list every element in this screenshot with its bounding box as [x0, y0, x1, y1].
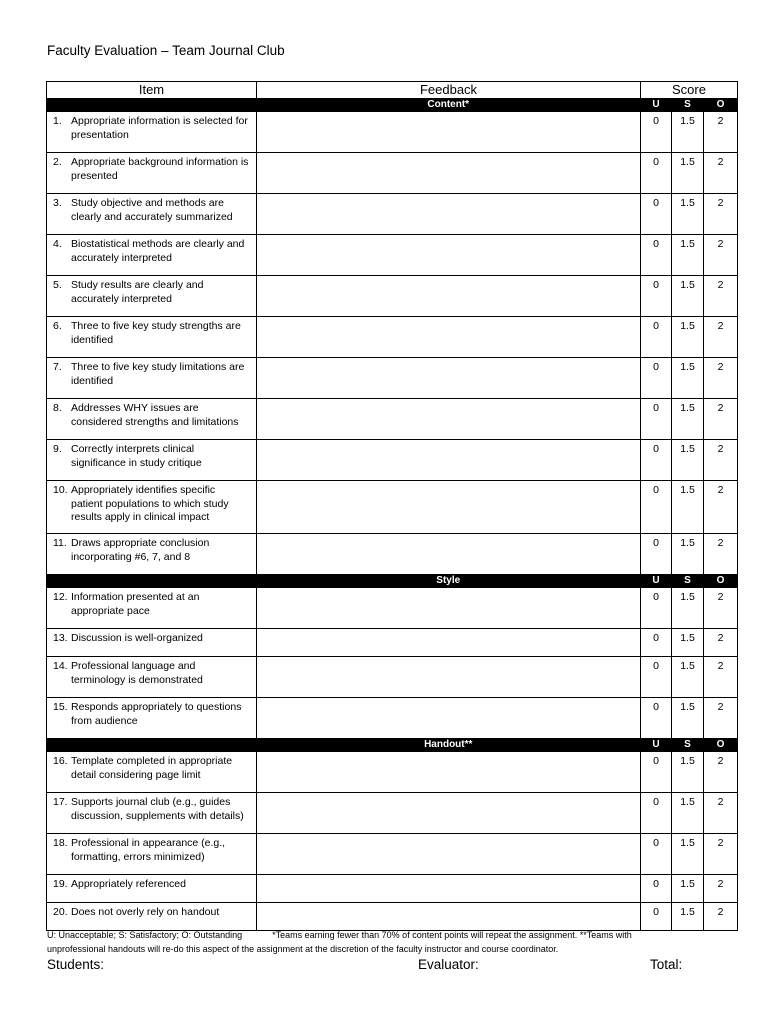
score-legend: U: Unacceptable; S: Satisfactory; O: Outstanding: [47, 930, 243, 940]
score-label-o: O: [704, 99, 738, 112]
section-header-row: [47, 575, 738, 588]
score-cell-u[interactable]: 0: [641, 112, 672, 153]
item-number: 8.: [53, 402, 62, 414]
score-cell-o[interactable]: 2: [704, 698, 738, 739]
score-cell-o[interactable]: 2: [704, 752, 738, 793]
item-number: 12.: [53, 591, 68, 603]
item-cell: [47, 194, 257, 235]
score-cell-s[interactable]: 1.5: [672, 698, 704, 739]
score-cell-u[interactable]: 0: [641, 629, 672, 657]
section-title: Content*: [257, 99, 641, 112]
section-header-row: [47, 99, 738, 112]
item-cell: [47, 358, 257, 399]
column-header-score: Score: [641, 82, 738, 99]
score-label-u: U: [641, 575, 672, 588]
score-cell-o[interactable]: 2: [704, 834, 738, 875]
item-cell: [47, 534, 257, 575]
item-number: 1.: [53, 115, 62, 127]
score-cell-u[interactable]: 0: [641, 834, 672, 875]
item-cell: [47, 276, 257, 317]
score-cell-o[interactable]: 2: [704, 481, 738, 534]
footnote: [47, 928, 687, 956]
feedback-cell[interactable]: [257, 153, 641, 194]
table-row: [47, 276, 738, 317]
item-cell: [47, 440, 257, 481]
item-cell: [47, 588, 257, 629]
item-cell: [47, 834, 257, 875]
item-text: Appropriately referenced: [71, 878, 186, 890]
item-cell: [47, 235, 257, 276]
section-header-row: [47, 739, 738, 752]
table-row: [47, 399, 738, 440]
score-cell-o[interactable]: 2: [704, 875, 738, 903]
item-cell: [47, 698, 257, 739]
students-label: Students:: [47, 957, 105, 972]
item-number: 11.: [53, 537, 67, 549]
item-cell: [47, 317, 257, 358]
item-cell: [47, 112, 257, 153]
item-number: 17.: [53, 796, 68, 808]
column-header-item: Item: [47, 82, 257, 99]
table-row: [47, 194, 738, 235]
item-cell: [47, 657, 257, 698]
item-cell: [47, 399, 257, 440]
score-cell-s[interactable]: 1.5: [672, 235, 704, 276]
item-text: Responds appropriately to questions from audience: [71, 701, 242, 727]
score-cell-s[interactable]: 1.5: [672, 588, 704, 629]
item-number: 3.: [53, 197, 62, 209]
item-number: 10.: [53, 484, 68, 496]
score-cell-s[interactable]: 1.5: [672, 481, 704, 534]
feedback-cell[interactable]: [257, 657, 641, 698]
score-cell-s[interactable]: 1.5: [672, 629, 704, 657]
evaluator-label: Evaluator:: [418, 957, 479, 972]
score-cell-u[interactable]: 0: [641, 698, 672, 739]
item-text: Biostatistical methods are clearly and accurately interpreted: [71, 238, 245, 264]
score-cell-o[interactable]: 2: [704, 399, 738, 440]
feedback-cell[interactable]: [257, 112, 641, 153]
score-label-s: S: [672, 739, 704, 752]
feedback-cell[interactable]: [257, 588, 641, 629]
item-number: 2.: [53, 156, 62, 168]
table-row: [47, 358, 738, 399]
item-cell: [47, 752, 257, 793]
item-number: 18.: [53, 837, 68, 849]
table-row: [47, 875, 738, 903]
score-cell-o[interactable]: 2: [704, 903, 738, 931]
score-cell-u[interactable]: 0: [641, 588, 672, 629]
feedback-cell[interactable]: [257, 752, 641, 793]
score-cell-o[interactable]: 2: [704, 358, 738, 399]
item-cell: [47, 153, 257, 194]
column-header-feedback: Feedback: [257, 82, 641, 99]
page-title: Faculty Evaluation – Team Journal Club: [47, 43, 285, 58]
score-label-s: S: [672, 99, 704, 112]
score-cell-s[interactable]: 1.5: [672, 834, 704, 875]
score-label-u: U: [641, 99, 672, 112]
item-text: Study objective and methods are clearly and accurately summarized: [71, 197, 233, 223]
feedback-cell[interactable]: [257, 358, 641, 399]
item-text: Three to five key study strengths are identified: [71, 320, 241, 346]
score-cell-o[interactable]: 2: [704, 112, 738, 153]
item-text: Professional in appearance (e.g., formatting, errors minimized): [71, 837, 226, 863]
score-cell-u[interactable]: 0: [641, 752, 672, 793]
feedback-cell[interactable]: [257, 793, 641, 834]
item-cell: [47, 875, 257, 903]
score-cell-o[interactable]: 2: [704, 194, 738, 235]
item-number: 4.: [53, 238, 62, 250]
item-number: 14.: [53, 660, 68, 672]
score-label-u: U: [641, 739, 672, 752]
score-cell-u[interactable]: 0: [641, 358, 672, 399]
table-row: [47, 153, 738, 194]
table-row: [47, 752, 738, 793]
evaluation-table: [46, 81, 738, 931]
table-row: [47, 903, 738, 931]
item-text: Supports journal club (e.g., guides discussion, supplements with details): [71, 796, 244, 822]
item-text: Addresses WHY issues are considered strengths and limitations: [71, 402, 239, 428]
item-text: Discussion is well-organized: [71, 632, 203, 644]
item-cell: [47, 481, 257, 534]
feedback-cell[interactable]: [257, 194, 641, 235]
item-text: Template completed in appropriate detail considering page limit: [71, 755, 233, 781]
item-text: Appropriately identifies specific patient populations to which study results apply in clinical impact: [71, 484, 229, 523]
score-cell-o[interactable]: 2: [704, 657, 738, 698]
total-label: Total:: [650, 957, 683, 972]
table-row: [47, 588, 738, 629]
score-cell-u[interactable]: 0: [641, 399, 672, 440]
item-number: 20.: [53, 906, 68, 918]
feedback-cell[interactable]: [257, 276, 641, 317]
score-cell-u[interactable]: 0: [641, 440, 672, 481]
table-row: [47, 534, 738, 575]
score-cell-o[interactable]: 2: [704, 235, 738, 276]
feedback-cell[interactable]: [257, 481, 641, 534]
item-text: Draws appropriate conclusion incorporating #6, 7, and 8: [71, 537, 210, 563]
item-cell: [47, 629, 257, 657]
score-label-s: S: [672, 575, 704, 588]
item-text: Does not overly rely on handout: [71, 906, 220, 918]
feedback-cell[interactable]: [257, 534, 641, 575]
item-number: 6.: [53, 320, 62, 332]
score-cell-s[interactable]: 1.5: [672, 317, 704, 358]
score-label-o: O: [704, 575, 738, 588]
score-cell-s[interactable]: 1.5: [672, 657, 704, 698]
table-row: [47, 629, 738, 657]
section-title: Handout**: [257, 739, 641, 752]
score-cell-u[interactable]: 0: [641, 153, 672, 194]
feedback-cell[interactable]: [257, 235, 641, 276]
table-row: [47, 481, 738, 534]
item-text: Professional language and terminology is demonstrated: [71, 660, 203, 686]
item-number: 9.: [53, 443, 62, 455]
feedback-cell[interactable]: [257, 399, 641, 440]
score-cell-s[interactable]: 1.5: [672, 440, 704, 481]
item-number: 13.: [53, 632, 68, 644]
item-number: 7.: [53, 361, 62, 373]
item-number: 16.: [53, 755, 68, 767]
table-row: [47, 657, 738, 698]
score-cell-u[interactable]: 0: [641, 276, 672, 317]
score-cell-s[interactable]: 1.5: [672, 875, 704, 903]
score-cell-o[interactable]: 2: [704, 276, 738, 317]
score-cell-s[interactable]: 1.5: [672, 399, 704, 440]
score-cell-s[interactable]: 1.5: [672, 903, 704, 931]
score-cell-u[interactable]: 0: [641, 317, 672, 358]
item-number: 15.: [53, 701, 68, 713]
table-row: [47, 834, 738, 875]
table-row: [47, 235, 738, 276]
item-text: Correctly interprets clinical significance in study critique: [71, 443, 202, 469]
score-cell-s[interactable]: 1.5: [672, 276, 704, 317]
item-number: 19.: [53, 878, 68, 890]
score-cell-u[interactable]: 0: [641, 875, 672, 903]
score-cell-o[interactable]: 2: [704, 793, 738, 834]
score-cell-o[interactable]: 2: [704, 588, 738, 629]
feedback-cell[interactable]: [257, 834, 641, 875]
score-cell-o[interactable]: 2: [704, 153, 738, 194]
score-cell-u[interactable]: 0: [641, 235, 672, 276]
score-cell-s[interactable]: 1.5: [672, 194, 704, 235]
score-cell-u[interactable]: 0: [641, 793, 672, 834]
item-text: Study results are clearly and accurately interpreted: [71, 279, 204, 305]
score-cell-s[interactable]: 1.5: [672, 793, 704, 834]
footnote-note: *Teams earning fewer than 70% of content points will repeat the assignment. **Teams with unprofessional handouts will re-do this aspect of the assignment at the discretion of the faculty instructor and course coordinator.: [47, 930, 632, 954]
table-row: [47, 317, 738, 358]
item-number: 5.: [53, 279, 62, 291]
feedback-cell[interactable]: [257, 440, 641, 481]
section-title: Style: [257, 575, 641, 588]
score-cell-o[interactable]: 2: [704, 317, 738, 358]
score-cell-u[interactable]: 0: [641, 657, 672, 698]
feedback-cell[interactable]: [257, 629, 641, 657]
score-cell-s[interactable]: 1.5: [672, 112, 704, 153]
table-row: [47, 698, 738, 739]
score-label-o: O: [704, 739, 738, 752]
score-cell-o[interactable]: 2: [704, 534, 738, 575]
score-cell-u[interactable]: 0: [641, 903, 672, 931]
feedback-cell[interactable]: [257, 317, 641, 358]
score-cell-s[interactable]: 1.5: [672, 534, 704, 575]
score-cell-s[interactable]: 1.5: [672, 358, 704, 399]
item-text: Appropriate background information is presented: [71, 156, 249, 182]
item-text: Information presented at an appropriate pace: [71, 591, 200, 617]
table-row: [47, 793, 738, 834]
table-row: [47, 440, 738, 481]
score-cell-u[interactable]: 0: [641, 194, 672, 235]
table-row: [47, 112, 738, 153]
feedback-cell[interactable]: [257, 875, 641, 903]
feedback-cell[interactable]: [257, 698, 641, 739]
item-cell: [47, 793, 257, 834]
score-cell-u[interactable]: 0: [641, 534, 672, 575]
score-cell-s[interactable]: 1.5: [672, 752, 704, 793]
score-cell-o[interactable]: 2: [704, 440, 738, 481]
score-cell-u[interactable]: 0: [641, 481, 672, 534]
item-text: Appropriate information is selected for presentation: [71, 115, 248, 141]
item-text: Three to five key study limitations are identified: [71, 361, 245, 387]
feedback-cell[interactable]: [257, 903, 641, 931]
score-cell-o[interactable]: 2: [704, 629, 738, 657]
score-cell-s[interactable]: 1.5: [672, 153, 704, 194]
item-cell: [47, 903, 257, 931]
